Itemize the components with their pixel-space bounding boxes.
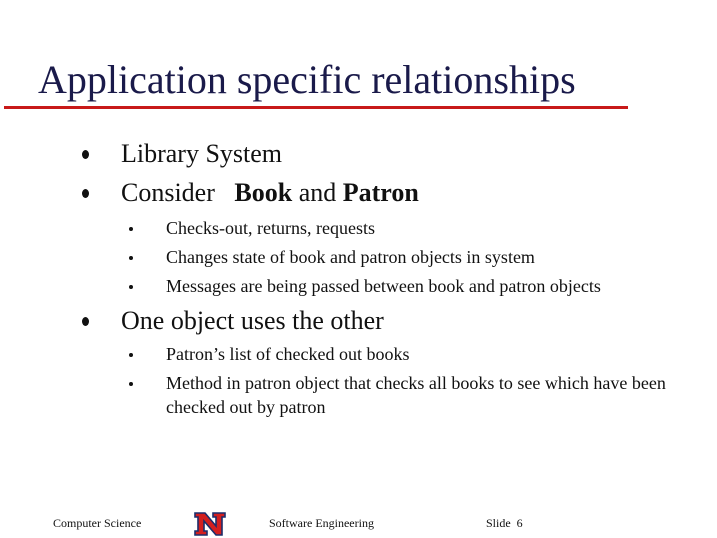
sub-bullet-dot xyxy=(129,382,133,386)
bullet-dot xyxy=(82,189,89,198)
footer-department: Computer Science xyxy=(53,516,142,530)
bullet-consider-prefix: Consider xyxy=(121,178,235,207)
sub-bullet-checks-out: Checks-out, returns, requests xyxy=(166,218,375,238)
sub-bullet-changes-state: Changes state of book and patron objects in system xyxy=(166,247,535,267)
footer-course: Software Engineering xyxy=(269,516,374,530)
bullet-consider-and: and xyxy=(292,178,343,207)
sub-bullet-method: Method in patron object that checks all books to see which have been checked out by patron xyxy=(166,373,666,417)
sub-bullet-dot xyxy=(129,256,133,260)
bullet-dot xyxy=(82,317,89,326)
nebraska-n-logo-icon xyxy=(193,511,227,537)
bullet-consider xyxy=(121,178,419,208)
bullet-library-system: Library System xyxy=(121,139,283,168)
bullet-dot xyxy=(82,150,89,159)
slide-title: Application specific relationships xyxy=(38,57,576,102)
sub-bullet-dot xyxy=(129,353,133,357)
title-underline xyxy=(4,106,628,109)
bullet-one-object: One object uses the other xyxy=(121,306,384,335)
sub-bullet-patron-list: Patron’s list of checked out books xyxy=(166,344,410,364)
footer-slide-number: Slide 6 xyxy=(486,516,523,530)
bullet-consider-book: Book xyxy=(234,178,293,207)
sub-bullet-dot xyxy=(129,285,133,289)
sub-bullet-dot xyxy=(129,227,133,231)
sub-bullet-messages: Messages are being passed between book and patron objects xyxy=(166,276,601,296)
bullet-consider-patron: Patron xyxy=(342,178,419,207)
